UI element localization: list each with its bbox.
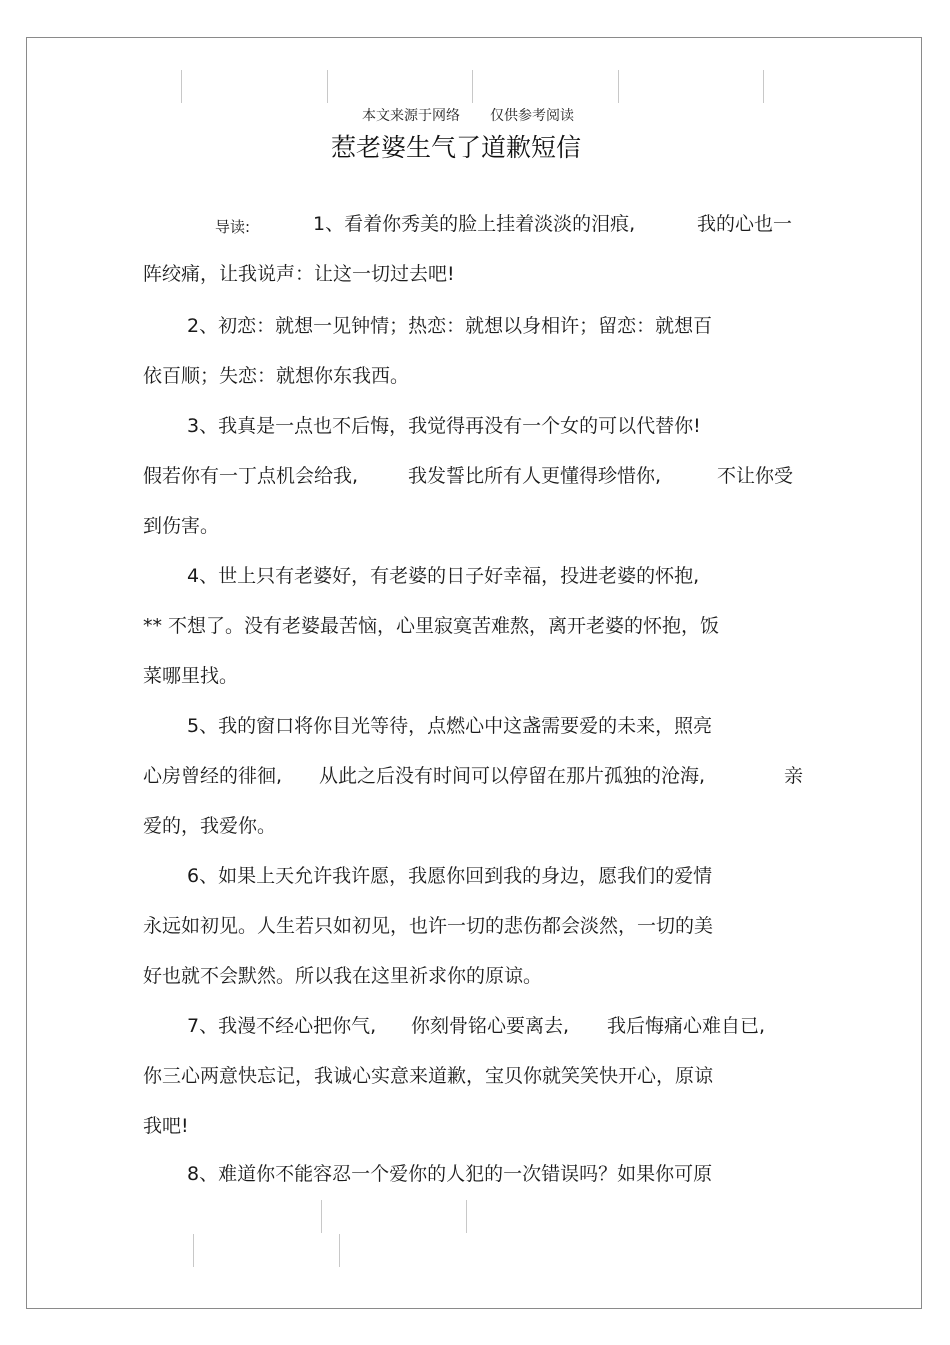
text-line: 永远如初见。人生若只如初见，也许一切的悲伤都会淡然，一切的美 [143, 915, 714, 937]
document-title: 惹老婆生气了道歉短信 [331, 133, 582, 162]
text-line: 依百顺；失恋：就想你东我西。 [143, 365, 410, 387]
text-line: 你三心两意快忘记，我诚心实意来道歉，宝贝你就笑笑快开心，原谅 [143, 1065, 714, 1087]
text-line: 我的心也一 [697, 213, 793, 235]
text-line: 心房曾经的徘徊, [143, 765, 283, 787]
decor-rule [321, 1200, 322, 1233]
text-line: 你刻骨铭心要离去, [411, 1015, 570, 1037]
intro-label: 导读: [215, 218, 251, 236]
decor-rule [193, 1234, 194, 1267]
text-line: 亲 [784, 765, 804, 787]
text-line: 爱的，我爱你。 [143, 815, 277, 837]
text-line: 不让你受 [717, 465, 794, 487]
text-line: 假若你有一丁点机会给我, [143, 465, 359, 487]
decor-rule [327, 70, 328, 103]
text-line: 5、我的窗口将你目光等待，点燃心中这盏需要爱的未来，照亮 [187, 715, 713, 737]
text-line: 我吧! [143, 1115, 189, 1137]
text-line: 好也就不会默然。所以我在这里祈求你的原谅。 [143, 965, 543, 987]
text-line: 到伤害。 [143, 515, 220, 537]
decor-rule [466, 1200, 467, 1233]
decor-rule [339, 1234, 340, 1267]
decor-rule [763, 70, 764, 103]
text-line: 我发誓比所有人更懂得珍惜你, [408, 465, 662, 487]
text-line: 6、如果上天允许我许愿，我愿你回到我的身边，愿我们的爱情 [187, 865, 713, 887]
decor-rule [618, 70, 619, 103]
text-line: 我后悔痛心难自已, [607, 1015, 766, 1037]
text-line: ** 不想了。没有老婆最苦恼，心里寂寞苦难熬，离开老婆的怀抱，饭 [143, 615, 720, 637]
text-line: 7、我漫不经心把你气, [187, 1015, 377, 1037]
text-line: 菜哪里找。 [143, 665, 239, 687]
header-disclaimer: 仅供参考阅读 [490, 108, 574, 124]
text-line: 从此之后没有时间可以停留在那片孤独的沧海, [319, 765, 706, 787]
decor-rule [181, 70, 182, 103]
text-line: 2、初恋：就想一见钟情；热恋：就想以身相许；留恋：就想百 [187, 315, 713, 337]
text-line: 1、看着你秀美的脸上挂着淡淡的泪痕, [313, 213, 636, 235]
header-source: 本文来源于网络 [362, 108, 460, 124]
decor-rule [472, 70, 473, 103]
text-line: 阵绞痛，让我说声：让这一切过去吧! [143, 263, 455, 285]
text-line: 8、难道你不能容忍一个爱你的人犯的一次错误吗？如果你可原 [187, 1163, 713, 1185]
text-line: 3、我真是一点也不后悔，我觉得再没有一个女的可以代替你! [187, 415, 701, 437]
text-line: 4、世上只有老婆好，有老婆的日子好幸福，投进老婆的怀抱, [187, 565, 700, 587]
